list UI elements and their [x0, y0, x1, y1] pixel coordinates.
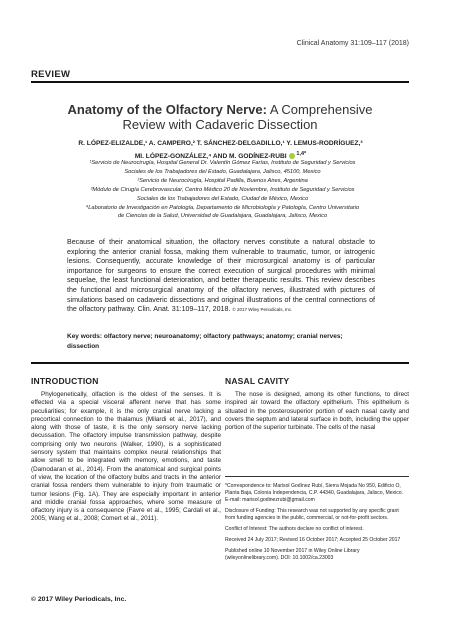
author-line-1: R. LÓPEZ-ELIZALDE,¹ A. CAMPERO,² T. SÁNCHEZ-DELGADILLO,¹ Y. LEMUS-RODRÍGUEZ,³ [78, 140, 363, 147]
nasal-cavity-heading: NASAL CAVITY [225, 376, 290, 386]
abstract-text: Because of their anatomical situation, the olfactory nerves constitute a natural obstacle to exploring the anterior cranial fossa, making them vulnerable to traumatic, tumor, or iatrogenic lesions. Consequently, accurate knowledge of their microsurgical anatomy is of particular importance for surgeons to ensure the correct execution of surgical procedures with minimal sequelae, the least functional deterioration, and better therapeutic results. This review describes the functional and microsurgical anatomy of the olfactory nerves, illustrated with pictures of simulations based on cadaveric dissections and original illustrations of the central connections of the olfactory pathway. Clin. Anat. 31:109–117, 2018. [67, 238, 375, 314]
affiliation-line: ²Servicio de Neurocirugía, Hospital Padilla, Buenos Aires, Argentina [137, 177, 308, 184]
journal-reference: Clinical Anatomy 31:109–117 (2018) [296, 40, 409, 47]
keywords-label: Key words: [67, 333, 103, 340]
keywords-text: olfactory nerve; neuroanatomy; olfactory pathways; anatomy; cranial nerves; dissection [67, 333, 343, 350]
affiliations [40, 159, 405, 221]
affiliation-line: Sociales de los Trabajadores del Estado, Ciudad de México, Mexico [136, 195, 309, 202]
abstract [67, 238, 375, 315]
top-rule [31, 81, 409, 83]
abstract-publisher-note: © 2017 Wiley Periodicals, Inc. [232, 307, 293, 313]
nasal-cavity-paragraph: The nose is designed, among its other functions, to direct inspired air toward the olfactory epithelium. This epithelium is situated in the posterosuperior portion of each nasal cavity and covers the septum and lateral surface in both, including the upper portion of the superior turbinate. The cells of the nasal [225, 391, 409, 432]
footnote-dates: Received 24 July 2017; Revised 16 October 2017; Accepted 25 October 2017 [225, 537, 401, 543]
footnotes [225, 476, 409, 566]
copyright-notice: © 2017 Wiley Periodicals, Inc. [31, 596, 127, 603]
affiliation-line: ³Módulo de Cirugía Cerebrovascular, Centro Médico 20 de Noviembre, Instituto de Seguridad y Servicios [90, 186, 355, 193]
nasal-cavity-column [225, 376, 409, 432]
section-label: REVIEW [31, 69, 71, 80]
affiliation-line: ⁴Laboratorio de Investigación en Patología, Departamento de Microbiología y Patología, Centro Universitario [85, 204, 360, 211]
keywords [67, 332, 375, 352]
article-title [31, 102, 409, 132]
affiliation-line: ¹Servicio de Neurocirugía, Hospital General Dr. Valentín Gómez Farías, Instituto de Seguridad y Servicios [89, 160, 356, 166]
title-rest-part: A Comprehensive [269, 102, 373, 117]
footnote-correspondence: *Correspondence to: Marisol Godínez Rubí, Sierra Mojada No 950, Edificio O, Planta Baja, Colonia Independencia, C.P. 44340, Guadalajara, Jalisco, Mexico. E-mail: marisol.godinezrubi@gmail.com [225, 483, 404, 503]
footnote-published: Published online 10 November 2017 in Wiley Online Library (wileyonlinelibrary.com). DOI: 10.1002/ca.23003 [225, 548, 360, 561]
footnote-funding: Disclosure of Funding: This research was not supported by any specific grant from funding agencies in the public, commercial, or not-for-profit sectors. [225, 508, 399, 521]
author-line-2-suffix: 1,4* [296, 151, 307, 157]
title-bold-part: Anatomy of the Olfactory Nerve: [67, 102, 267, 117]
footnote-conflict: Conflict of Interest: The authors declare no conflict of interest. [225, 526, 364, 532]
section-rule [31, 362, 409, 364]
author-line-2-text: MI. LÓPEZ-GONZÁLEZ,⁴ AND M. GODÍNEZ-RUBI [134, 153, 287, 161]
introduction-heading: INTRODUCTION [31, 376, 99, 386]
affiliation-line: Sociales de los Trabajadores del Estado, Guadalajara, Jalisco, 45100, Mexico [124, 168, 321, 175]
introduction-paragraph: Phylogenetically, olfaction is the oldest of the senses. It is effected via a special visceral afferent nerve that has some peculiarities; for example, it is the only cranial nerve lacking a precortical connection to the thalamus (Milardi et al., 2017), and along with those of taste, it is the only sensory nerve lacking decussation. The olfactory impulse transmission pathway, despite comprising only two neurons (Walker, 1990), is a sophisticated sensory system that maintains complex neural relationships that allow smell to be integrated with memory, emotions, and taste (Damodaran et al., 2014). From the anatomical and surgical points of view, the location of the olfactory bulbs and tracts in the anterior cranial fossa renders them vulnerable to injury from traumatic or tumor lesions (Fig. 1A). They are especially important in anterior and middle cranial fossa approaches, where some measure of olfactory injury is a consequence (Favre et al., 1995; Cardali et al., 2005; Wang et al., 2008; Comert et al., 2011). [31, 391, 221, 523]
title-second-line: Review with Cadaveric Dissection [122, 117, 318, 132]
introduction-column [31, 376, 221, 524]
affiliation-line: de Ciencias de la Salud, Universidad de Guadalajara, Guadalajara, Jalisco, Mexico [117, 213, 328, 220]
